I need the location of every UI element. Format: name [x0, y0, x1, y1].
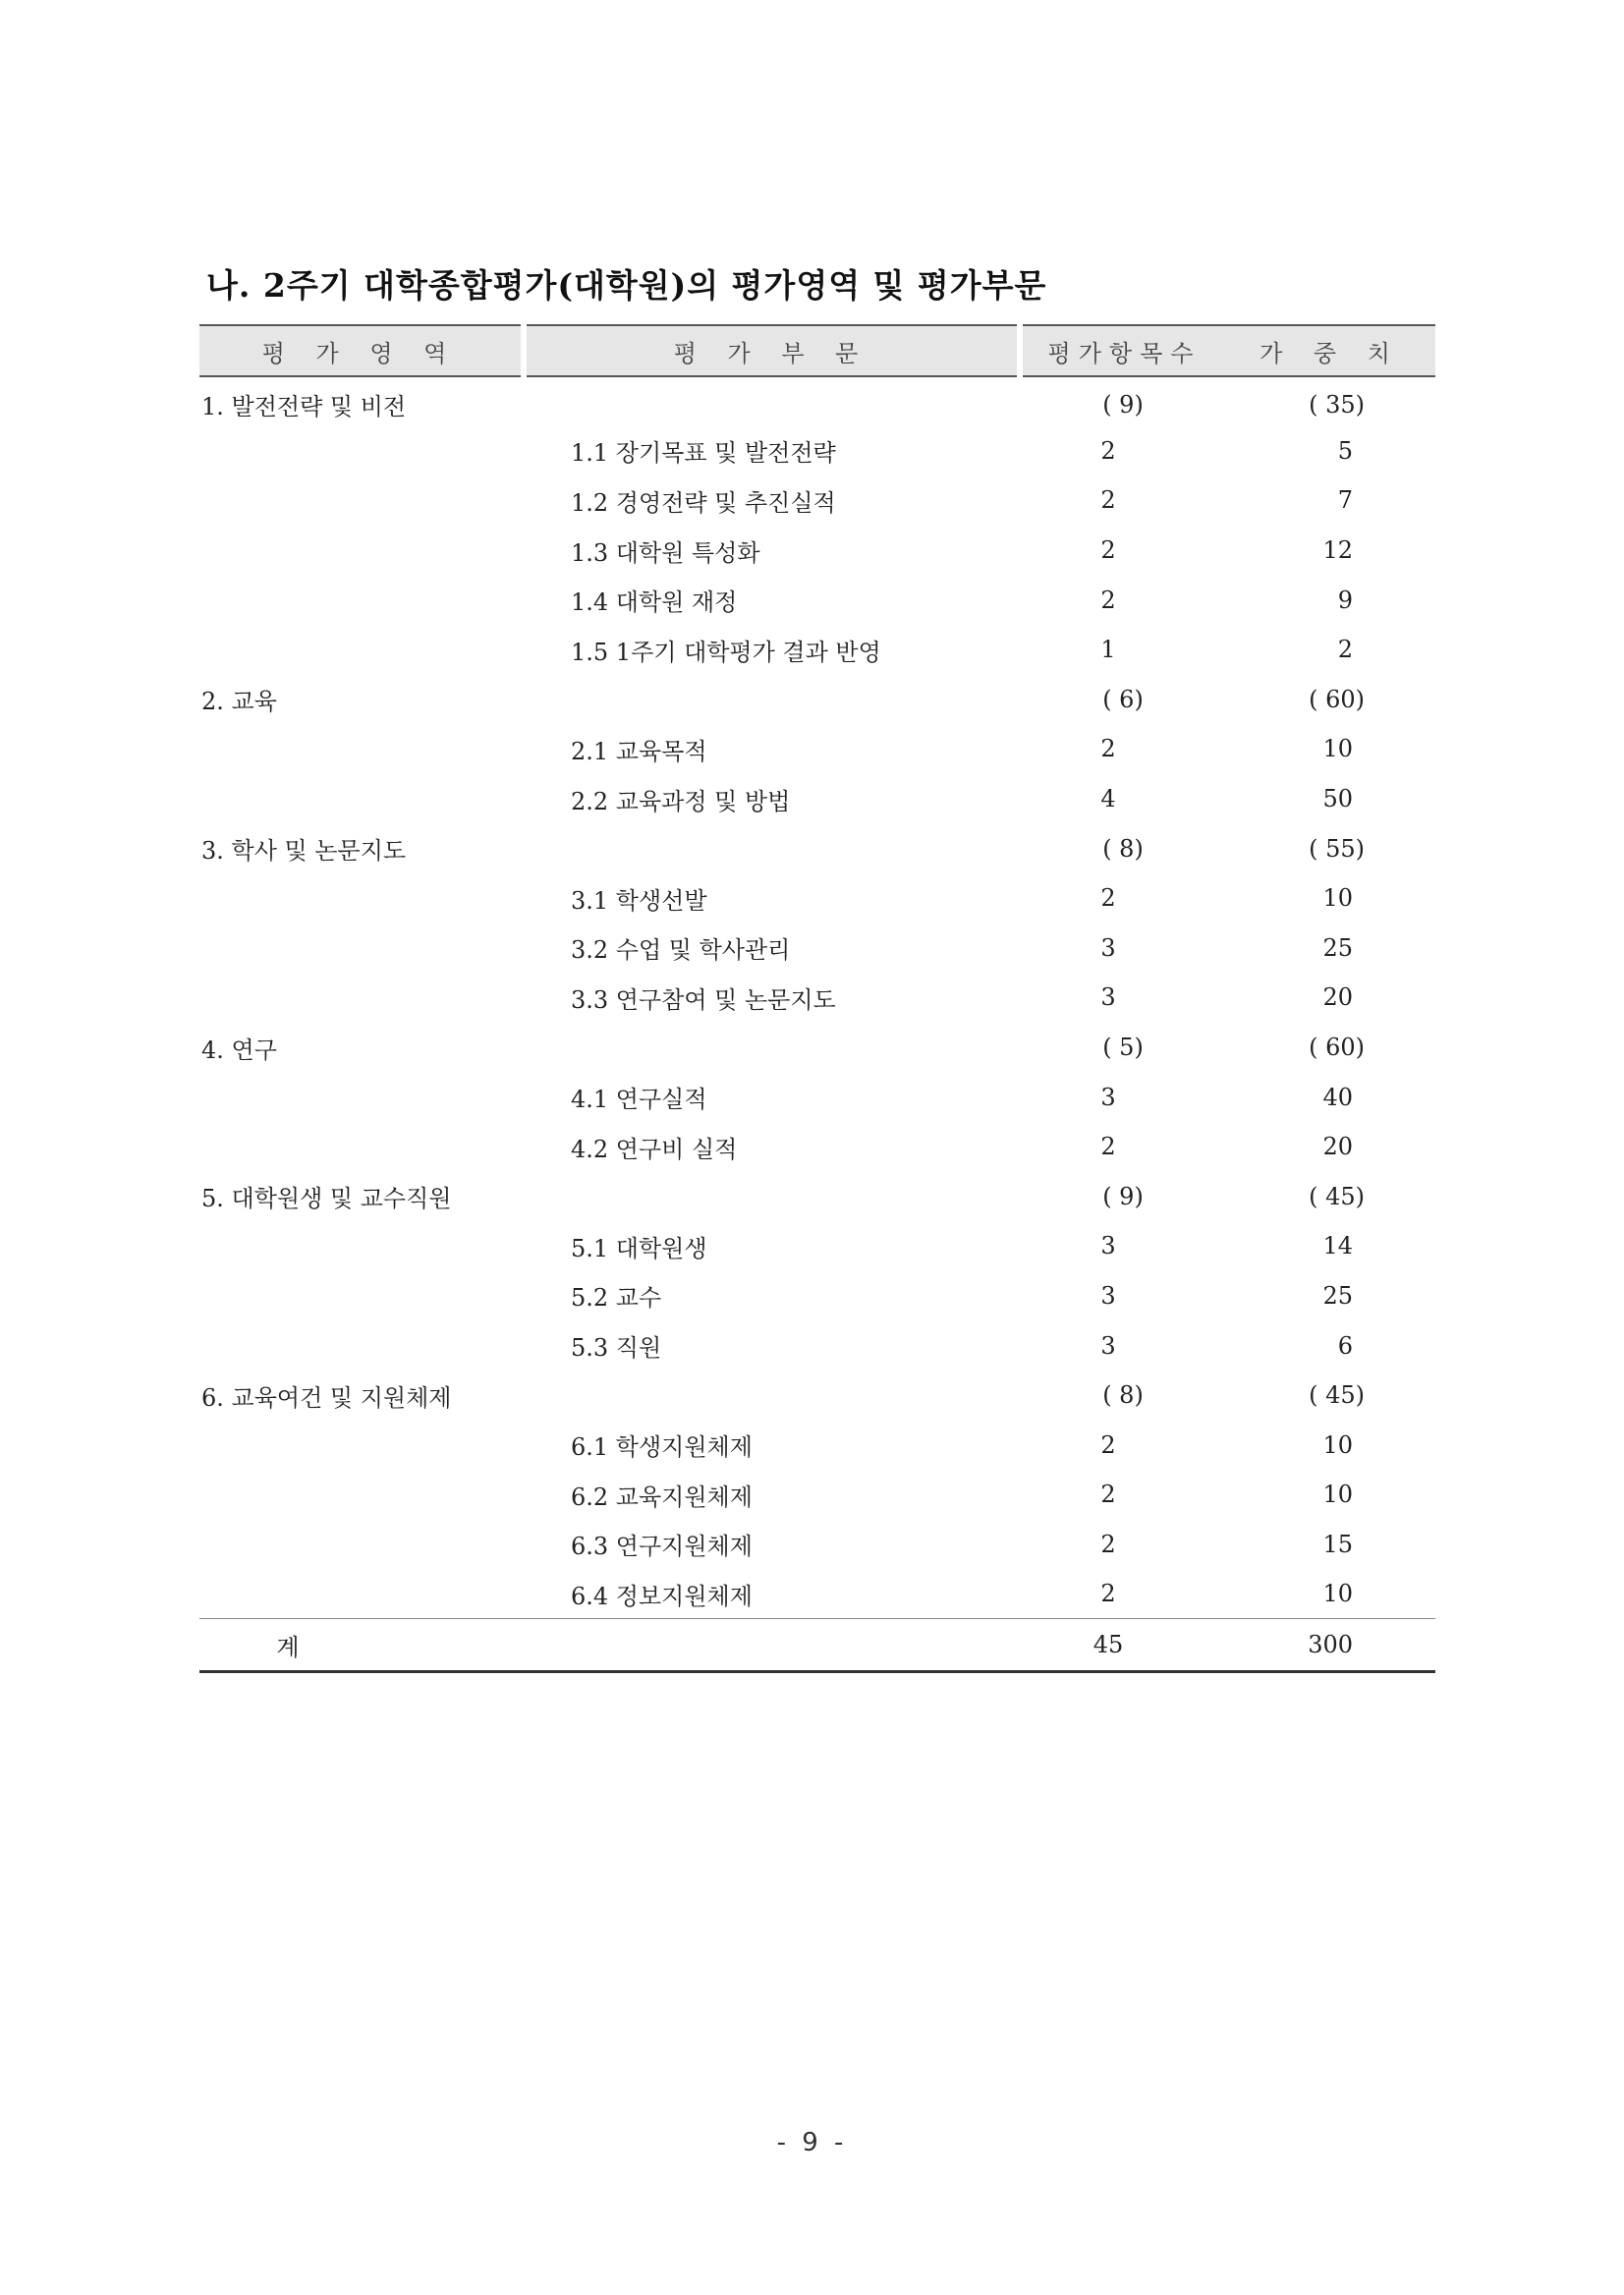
cell-area: 2. 교육 [201, 688, 277, 716]
cell-count: 2 [1100, 1530, 1116, 1558]
cell-count: 3 [1100, 983, 1116, 1012]
cell-count: 2 [1100, 486, 1116, 515]
cell-count: 2 [1100, 1430, 1116, 1459]
cell-area: 5. 대학원생 및 교수직원 [201, 1185, 452, 1213]
table-row-section [199, 774, 1435, 824]
cell-section: 3.3 연구참여 및 논문지도 [571, 985, 836, 1014]
cell-count: 3 [1100, 1232, 1116, 1260]
cell-section [524, 1371, 1020, 1421]
cell-weight: 20 [1322, 1133, 1353, 1161]
cell-count: 2 [1100, 1133, 1116, 1161]
cell-weight: 14 [1322, 1232, 1353, 1260]
cell-area [199, 1520, 524, 1570]
cell-section: 3.2 수업 및 학사관리 [571, 936, 791, 965]
cell-count: ( 8) [1102, 1381, 1144, 1410]
table-footer [199, 1619, 1435, 1672]
header-count: 평가항목수 [1020, 325, 1226, 376]
cell-section: 2.2 교육과정 및 방법 [571, 787, 791, 815]
cell-area [199, 924, 524, 974]
cell-count: ( 8) [1102, 834, 1144, 863]
cell-area: 6. 교육여건 및 지원체제 [201, 1383, 452, 1412]
cell-area [199, 774, 524, 824]
cell-weight: 15 [1322, 1530, 1353, 1558]
cell-count: 2 [1100, 735, 1116, 763]
cell-section: 6.1 학생지원체제 [571, 1433, 753, 1462]
cell-section: 1.4 대학원 재정 [571, 588, 738, 617]
table-row-area [199, 1371, 1435, 1421]
cell-section [524, 675, 1020, 725]
cell-section: 5.3 직원 [571, 1334, 662, 1363]
total-section-empty [524, 1619, 1020, 1672]
table-row-section [199, 575, 1435, 625]
cell-area: 1. 발전전략 및 비전 [201, 393, 407, 421]
table-row-area [199, 675, 1435, 725]
cell-section: 1.1 장기목표 및 발전전략 [571, 439, 836, 468]
cell-area [199, 724, 524, 774]
cell-section: 2.1 교육목적 [571, 737, 707, 765]
cell-weight: 6 [1337, 1331, 1353, 1360]
cell-section [524, 823, 1020, 873]
cell-weight: 10 [1322, 735, 1353, 763]
cell-area [199, 1470, 524, 1520]
cell-area [199, 1122, 524, 1172]
cell-area [199, 526, 524, 576]
cell-weight: ( 45) [1309, 1182, 1365, 1210]
cell-count: 3 [1100, 1331, 1116, 1360]
table-row-section [199, 1271, 1435, 1321]
cell-section: 5.2 교수 [571, 1284, 662, 1313]
cell-weight: 12 [1322, 536, 1353, 565]
cell-section [524, 1023, 1020, 1073]
cell-weight: ( 55) [1309, 834, 1365, 863]
cell-weight: 20 [1322, 983, 1353, 1012]
cell-weight: 10 [1322, 1481, 1353, 1509]
cell-weight: 10 [1322, 1430, 1353, 1459]
cell-section: 4.1 연구실적 [571, 1086, 707, 1114]
cell-count: ( 9) [1102, 390, 1144, 419]
cell-area [199, 426, 524, 476]
cell-section [524, 1172, 1020, 1222]
cell-area [199, 1569, 524, 1619]
cell-weight: 10 [1322, 884, 1353, 913]
cell-weight: ( 45) [1309, 1381, 1365, 1410]
cell-area [199, 625, 524, 675]
page-title: 나. 2주기 대학종합평가(대학원)의 평가영역 및 평가부문 [206, 266, 1047, 305]
cell-section: 4.2 연구비 실적 [571, 1135, 738, 1163]
cell-section: 6.4 정보지원체제 [571, 1582, 753, 1610]
cell-weight: ( 60) [1309, 685, 1365, 713]
table-row-section [199, 873, 1435, 924]
total-count: 45 [1020, 1619, 1226, 1672]
cell-count: 3 [1100, 1281, 1116, 1310]
header-weight: 가 중 치 [1226, 325, 1435, 376]
table-row-section [199, 1470, 1435, 1520]
table-row-section [199, 1320, 1435, 1371]
cell-count: 4 [1100, 785, 1116, 813]
header-area: 평 가 영 역 [199, 325, 524, 376]
cell-area: 3. 학사 및 논문지도 [201, 837, 407, 866]
table-row-section [199, 973, 1435, 1023]
table-row-section [199, 526, 1435, 576]
table-row-area [199, 1172, 1435, 1222]
cell-section: 1.2 경영전략 및 추진실적 [571, 488, 836, 517]
cell-weight: 50 [1322, 785, 1353, 813]
cell-weight: ( 35) [1309, 390, 1365, 419]
cell-weight: 7 [1337, 486, 1353, 515]
evaluation-table [199, 324, 1435, 1673]
cell-count: ( 6) [1102, 685, 1144, 713]
cell-area [199, 575, 524, 625]
total-label: 계 [199, 1619, 524, 1672]
cell-section: 6.3 연구지원체제 [571, 1533, 753, 1561]
cell-count: 2 [1100, 586, 1116, 614]
cell-area [199, 476, 524, 526]
table-row-section [199, 1122, 1435, 1172]
cell-count: 2 [1100, 536, 1116, 565]
cell-count: 2 [1100, 1580, 1116, 1608]
cell-area [199, 1072, 524, 1122]
table-row-section [199, 724, 1435, 774]
table-row-section [199, 1520, 1435, 1570]
cell-area [199, 1320, 524, 1371]
table-body [199, 376, 1435, 1619]
cell-area [199, 1221, 524, 1271]
cell-weight: 40 [1322, 1083, 1353, 1111]
total-row [199, 1619, 1435, 1672]
table-row-area [199, 823, 1435, 873]
cell-weight: 9 [1337, 586, 1353, 614]
table-row-area [199, 376, 1435, 426]
page-number: - 9 - [776, 2128, 848, 2157]
header-section: 평 가 부 문 [524, 325, 1020, 376]
cell-section: 3.1 학생선발 [571, 886, 707, 915]
cell-weight: ( 60) [1309, 1034, 1365, 1062]
total-weight: 300 [1226, 1619, 1435, 1672]
cell-area: 4. 연구 [201, 1036, 277, 1064]
cell-weight: 10 [1322, 1580, 1353, 1608]
cell-count: 2 [1100, 1481, 1116, 1509]
cell-count: 3 [1100, 1083, 1116, 1111]
table-row-section [199, 1072, 1435, 1122]
table-row-section [199, 1420, 1435, 1470]
table-row-section [199, 1569, 1435, 1619]
cell-weight: 2 [1337, 636, 1353, 664]
cell-area [199, 973, 524, 1023]
table-row-section [199, 625, 1435, 675]
table-header [199, 325, 1435, 376]
cell-section: 1.5 1주기 대학평가 결과 반영 [571, 638, 881, 666]
cell-count: 2 [1100, 884, 1116, 913]
cell-count: 3 [1100, 933, 1116, 962]
table-row-section [199, 1221, 1435, 1271]
cell-area [199, 873, 524, 924]
cell-section: 5.1 대학원생 [571, 1234, 707, 1262]
cell-area [199, 1420, 524, 1470]
cell-section: 6.2 교육지원체제 [571, 1483, 753, 1511]
cell-area [199, 1271, 524, 1321]
cell-count: 1 [1100, 636, 1116, 664]
header-row [199, 325, 1435, 376]
table-row-area [199, 1023, 1435, 1073]
cell-count: 2 [1100, 436, 1116, 465]
table-row-section [199, 426, 1435, 476]
table-row-section [199, 476, 1435, 526]
cell-section [524, 376, 1020, 426]
cell-weight: 5 [1337, 436, 1353, 465]
evaluation-table-container [199, 324, 1435, 1673]
cell-weight: 25 [1322, 1281, 1353, 1310]
cell-count: ( 9) [1102, 1182, 1144, 1210]
cell-weight: 25 [1322, 933, 1353, 962]
table-row-section [199, 924, 1435, 974]
cell-section: 1.3 대학원 특성화 [571, 538, 760, 567]
cell-count: ( 5) [1102, 1034, 1144, 1062]
